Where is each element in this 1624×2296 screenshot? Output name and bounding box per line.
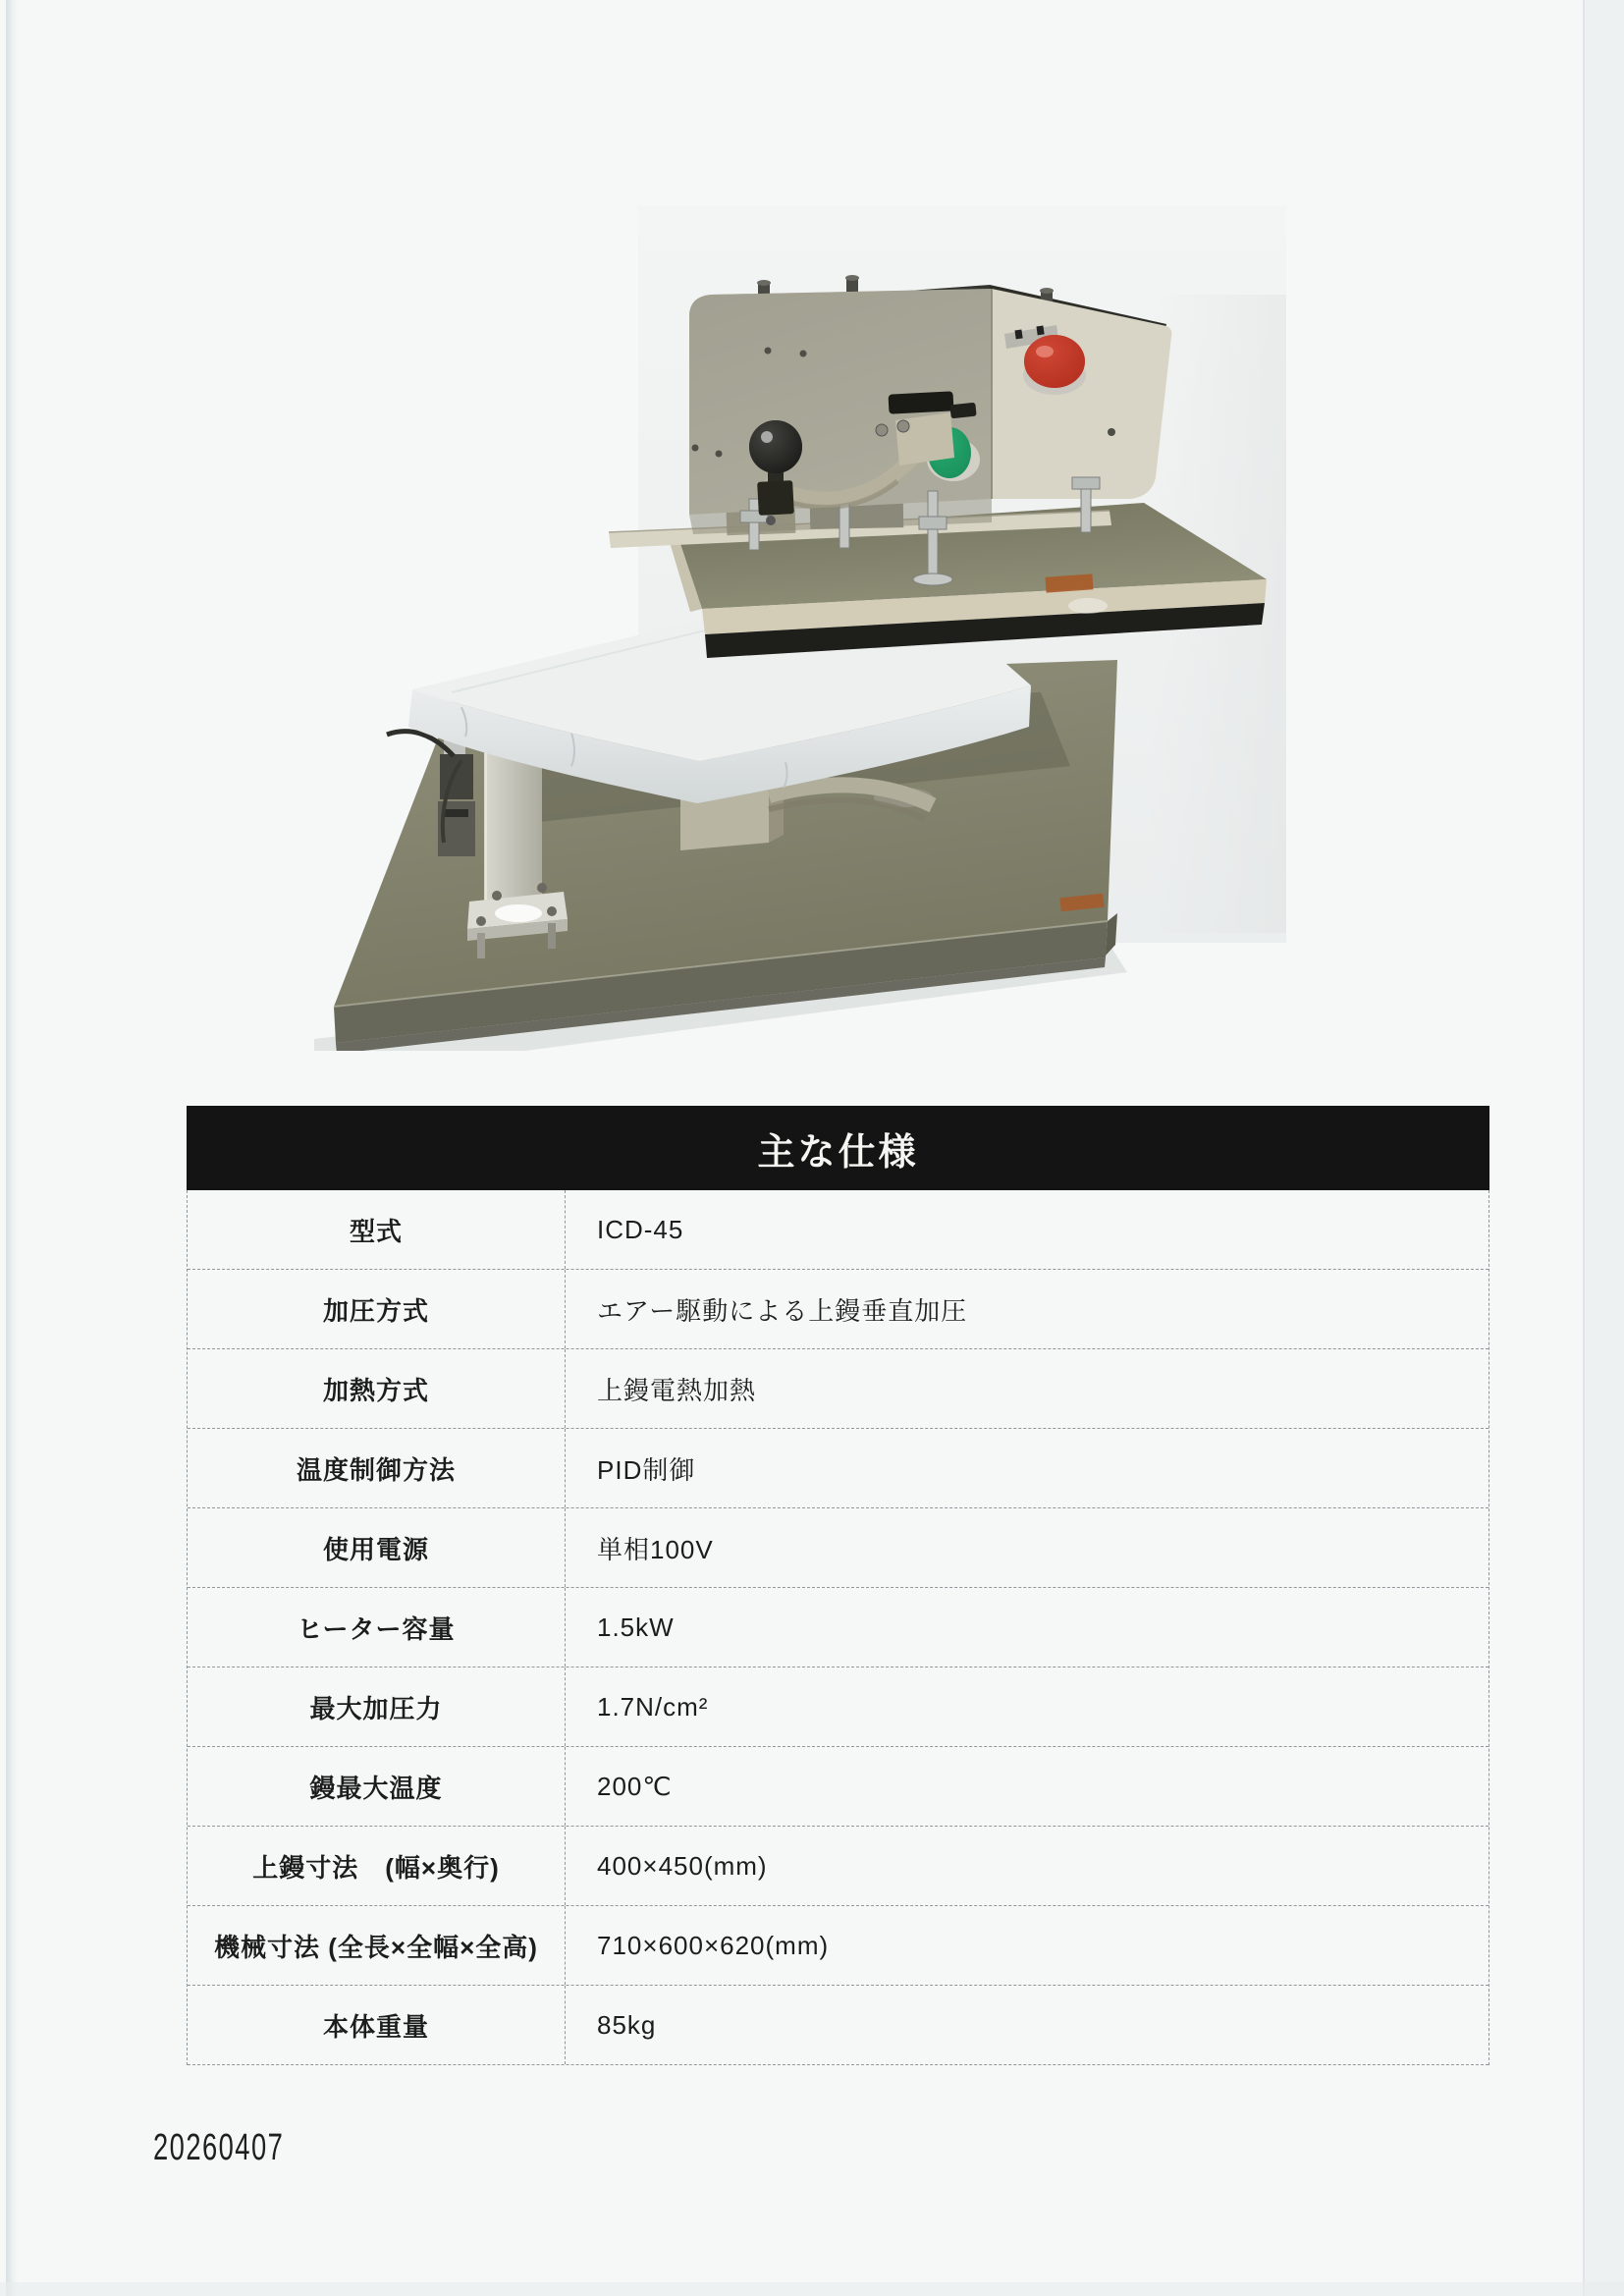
- vent-slot: [889, 391, 954, 413]
- spec-table-body: [187, 1190, 1489, 2065]
- spec-row-label: ヒーター容量: [188, 1588, 566, 1667]
- spec-row-label: 鏝最大温度: [188, 1747, 566, 1826]
- spec-row-label: 加圧方式: [188, 1270, 566, 1348]
- spec-row-label: 型式: [188, 1190, 566, 1269]
- scan-edge-right-area: [1585, 0, 1624, 2296]
- spec-row-value: 1.7N/cm²: [597, 1691, 709, 1722]
- spec-row: [188, 1508, 1489, 1588]
- spec-table-title-bar: [187, 1106, 1489, 1190]
- spec-row-label: 本体重量: [188, 1986, 566, 2064]
- spec-table: [187, 1106, 1489, 2065]
- spec-row: [188, 1588, 1489, 1667]
- spec-row: [188, 1986, 1489, 2065]
- platen-sticker: [1046, 574, 1094, 592]
- spec-row: [188, 1827, 1489, 1906]
- scan-edge-right-line: [1583, 0, 1585, 2296]
- spec-row-value: 85kg: [597, 2009, 657, 2040]
- spec-table-title: 主な仕様: [757, 1131, 919, 1174]
- spec-row-value: 710×600×620(mm): [597, 1930, 830, 1960]
- spec-row-value: ICD-45: [597, 1214, 684, 1244]
- red-emergency-button: [1023, 335, 1086, 395]
- spec-row-label: 温度制御方法: [188, 1429, 566, 1507]
- spec-row-value: 200℃: [597, 1771, 673, 1801]
- spec-row: [188, 1667, 1489, 1747]
- scan-edge-bottom: [0, 2282, 1624, 2296]
- spec-row-label: 最大加圧力: [188, 1667, 566, 1746]
- footer-code: 20260407: [153, 2127, 285, 2168]
- spec-row-label: 上鏝寸法 (幅×奥行): [188, 1827, 566, 1905]
- machine-photo: [314, 187, 1286, 1051]
- vent-slot-small: [949, 403, 976, 419]
- spec-row: [188, 1349, 1489, 1429]
- spec-row-value: 400×450(mm): [597, 1850, 768, 1881]
- spec-row: [188, 1270, 1489, 1349]
- spec-row-value: 1.5kW: [597, 1612, 675, 1642]
- spec-row: [188, 1190, 1489, 1270]
- spec-row-label: 加熱方式: [188, 1349, 566, 1428]
- spec-row-label: 機械寸法 (全長×全幅×全高): [188, 1906, 566, 1985]
- spec-row: [188, 1429, 1489, 1508]
- spec-row-value: エアー駆動による上鏝垂直加圧: [597, 1295, 968, 1326]
- spec-row-value: 上鏝電熱加熱: [597, 1375, 757, 1405]
- spec-row: [188, 1747, 1489, 1827]
- spec-row-value: 単相100V: [597, 1534, 714, 1564]
- spec-row: [188, 1906, 1489, 1986]
- spec-row-label: 使用電源: [188, 1508, 566, 1587]
- scan-edge-left: [6, 0, 18, 2296]
- spec-row-value: PID制御: [597, 1454, 696, 1485]
